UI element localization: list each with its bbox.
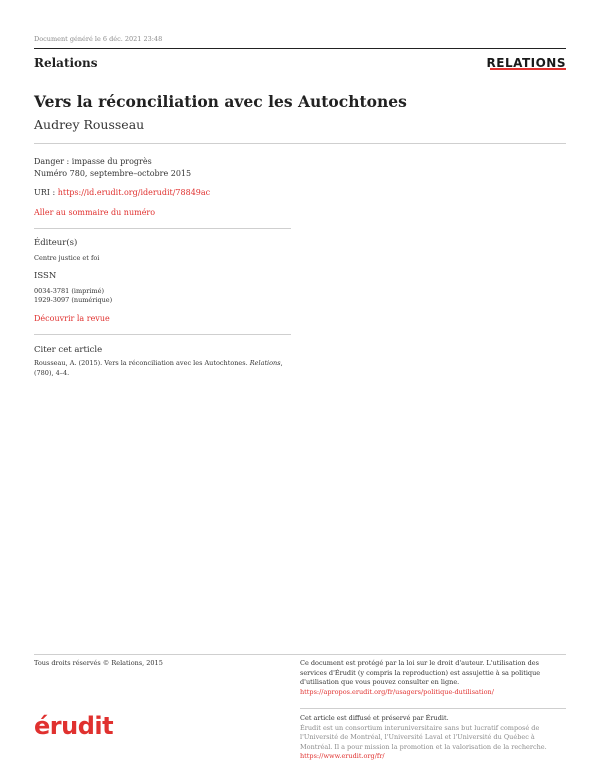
header-divider — [34, 48, 566, 49]
generation-date: Document généré le 6 déc. 2021 23:48 — [34, 35, 163, 43]
article-author: Audrey Rousseau — [34, 117, 145, 132]
publisher-name: Centre justice et foi — [34, 254, 100, 262]
diffusion-title: Cet article est diffusé et préservé par Érudit. — [300, 714, 449, 722]
copyright-notice: Tous droits réservés © Relations, 2015 — [34, 659, 163, 667]
citation-body: Rousseau, A. (2015). Vers la réconciliation avec les Autochtones. — [34, 359, 250, 367]
issn-heading: ISSN — [34, 271, 57, 281]
section-divider — [34, 334, 291, 335]
relations-logo-underline — [490, 68, 566, 70]
uri-link[interactable]: https://id.erudit.org/iderudit/78849ac — [57, 188, 211, 197]
article-title: Vers la réconciliation avec les Autochtones — [34, 92, 407, 111]
relations-logo: RELATIONS — [486, 56, 566, 70]
diffusion-notice — [300, 714, 562, 762]
issn-print: 0034-3781 (imprimé) — [34, 287, 105, 295]
summary-link[interactable]: Aller au sommaire du numéro — [34, 208, 156, 217]
footer-divider — [34, 654, 300, 655]
footer-divider — [300, 654, 566, 655]
issue-theme: Danger : impasse du progrès — [34, 157, 152, 166]
citation-text — [34, 359, 284, 378]
issn-digital: 1929-3097 (numérique) — [34, 296, 113, 304]
uri-line — [34, 188, 210, 197]
erudit-description: Érudit est un consortium interuniversitaire sans but lucratif composé de l'Université de Montréal, l'Université Laval et l'Université du Québec à Montréal. Il a pour mission la promotion et la valorisation de la recherche. — [300, 723, 547, 751]
title-divider — [34, 143, 566, 144]
usage-policy-link[interactable]: https://apropos.erudit.org/fr/usagers/politique-dutilisation/ — [300, 687, 494, 696]
section-divider — [34, 228, 291, 229]
journal-name: Relations — [34, 56, 98, 70]
citation-volume: , (780), 4–4. — [34, 359, 283, 377]
erudit-link[interactable]: https://www.erudit.org/fr/ — [300, 752, 385, 760]
cite-heading: Citer cet article — [34, 345, 103, 355]
footer-divider — [300, 708, 566, 709]
legal-notice — [300, 659, 562, 697]
erudit-logo: érudit — [34, 712, 114, 740]
publisher-heading: Éditeur(s) — [34, 238, 78, 248]
uri-label: URI : — [34, 188, 58, 197]
issue-number: Numéro 780, septembre–octobre 2015 — [34, 169, 192, 178]
citation-journal: Relations — [249, 359, 281, 367]
legal-text: Ce document est protégé par la loi sur le droit d'auteur. L'utilisation des services d'Érudit (y compris la reproduction) est assujettie à sa politique d'utilisation que vous pouvez consulter en ligne. — [300, 659, 541, 686]
discover-journal-link[interactable]: Découvrir la revue — [34, 314, 110, 323]
